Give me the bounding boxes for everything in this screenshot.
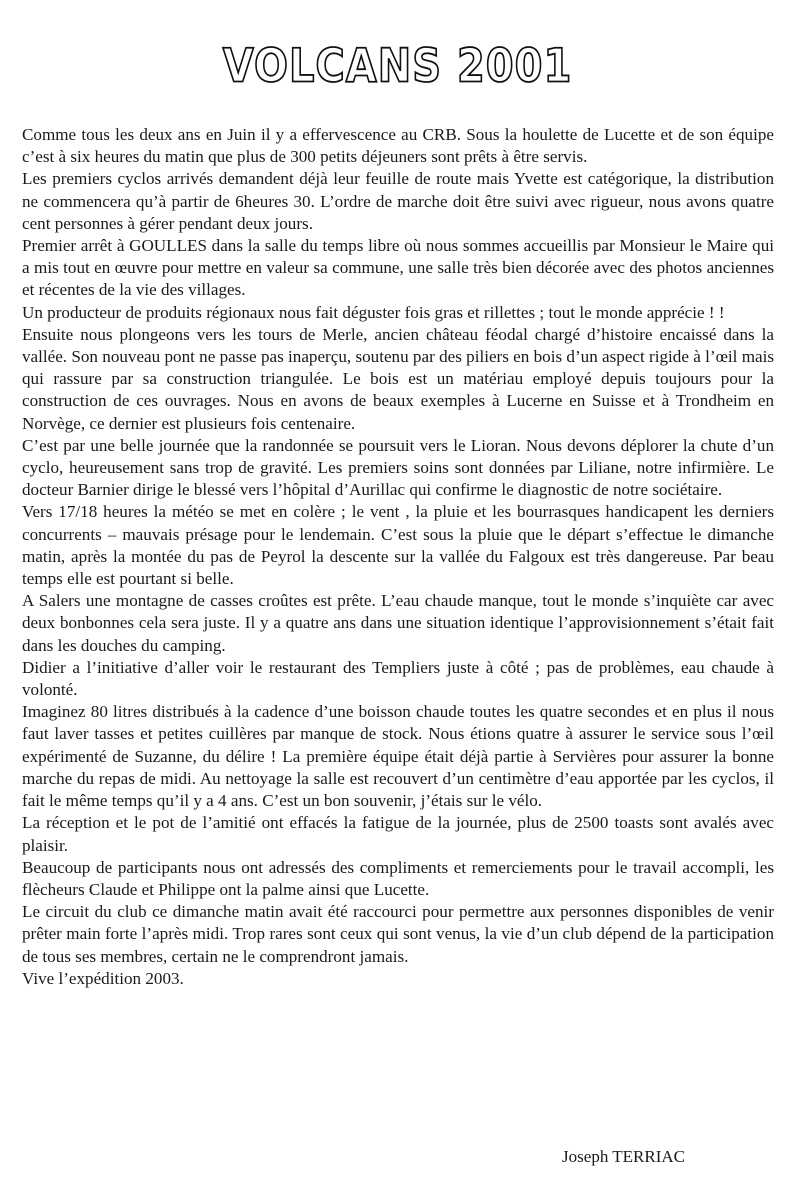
article-body bbox=[22, 124, 774, 990]
paragraph: Un producteur de produits régionaux nous fait déguster fois gras et rillettes ; tout le monde apprécie ! ! bbox=[22, 302, 725, 322]
paragraph: Vive l’expédition 2003. bbox=[22, 968, 184, 988]
paragraph: Imaginez 80 litres distribués à la cadence d’une boisson chaude toutes les quatre secondes et en plus il nous faut laver tasses et petites cuillères par manque de stock. Nous étions quatre à assurer le service sous l’œil expérimenté de Suzanne, du délire ! La première équipe était déjà partie à Servières pour assurer la bonne marche du repas de midi. Au nettoyage la salle est recouvert d’un centimètre d’eau apportée par les cyclos, il fait le même temps qu’il y a 4 ans. C’est un bon souvenir, j’étais sur le vélo. bbox=[22, 702, 774, 811]
paragraph: Ensuite nous plongeons vers les tours de Merle, ancien château féodal chargé d’histoire encaissé dans la vallée. Son nouveau pont ne passe pas inaperçu, soutenu par des piliers en bois d’un aspect rigide à l’œil mais qui rassure par sa construction triangulée. Le bois est un matériau employé depuis toujours pour la construction de ces ouvrages. Nous en avons de beaux exemples à Lucerne en Suisse et à Trondheim en Norvège, ce dernier est plusieurs fois centenaire. bbox=[22, 324, 774, 433]
paragraph: Vers 17/18 heures la météo se met en colère ; le vent , la pluie et les bourrasques handicapent les derniers concurrents – mauvais présage pour le lendemain. C’est sous la pluie que le départ s’effectue le dimanche matin, après la montée du pas de Peyrol la descente sur la vallée du Falgoux est très dangereuse. Par beau temps elle est pourtant si belle. bbox=[22, 502, 774, 589]
paragraph: Le circuit du club ce dimanche matin avait été raccourci pour permettre aux personnes disponibles de venir prêter main forte l’après midi. Trop rares sont ceux qui sont venus, la vie d’un club dépend de la participation de tous ses membres, certain ne le comprendront jamais. bbox=[22, 902, 774, 966]
paragraph: A Salers une montagne de casses croûtes est prête. L’eau chaude manque, tout le monde s’inquiète car avec deux bonbonnes cela sera juste. Il y a quatre ans dans une situation identique l’approvisionnement s’était fait dans les douches du camping. bbox=[22, 591, 774, 655]
paragraph: C’est par une belle journée que la randonnée se poursuit vers le Lioran. Nous devons déplorer la chute d’un cyclo, heureusement sans trop de gravité. Les premiers soins sont données par Liliane, notre infirmière. Le docteur Barnier dirige le blessé vers l’hôpital d’Aurillac qui confirme le diagnostic de notre sociétaire. bbox=[22, 435, 774, 500]
paragraph: Comme tous les deux ans en Juin il y a effervescence au CRB. Sous la houlette de Lucette et de son équipe c’est à six heures du matin que plus de 300 petits déjeuners sont prêts à être servis. bbox=[22, 125, 774, 167]
paragraph: Didier a l’initiative d’aller voir le restaurant des Templiers juste à côté ; pas de problèmes, eau chaude à volonté. bbox=[22, 657, 774, 700]
paragraph: Les premiers cyclos arrivés demandent déjà leur feuille de route mais Yvette est catégorique, la distribution ne commencera qu’à partir de 6heures 30. L’ordre de marche doit être suivi avec rigueur, nous avons quatre cent personnes à gérer pendant deux jours. bbox=[22, 169, 774, 233]
paragraph: Beaucoup de participants nous ont adressés des compliments et remerciements pour le travail accompli, les flècheurs Claude et Philippe ont la palme ainsi que Lucette. bbox=[22, 857, 774, 899]
page-title: VOLCANS 2001 bbox=[222, 40, 573, 93]
paragraph: Premier arrêt à GOULLES dans la salle du temps libre où nous sommes accueillis par Monsieur le Maire qui a mis tout en œuvre pour mettre en valeur sa commune, une salle très bien décorée avec des photos anciennes et récentes de la vie des villages. bbox=[22, 236, 774, 300]
paragraph: La réception et le pot de l’amitié ont effacés la fatigue de la journée, plus de 2500 toasts sont avalés avec plaisir. bbox=[22, 813, 774, 855]
author-signature: Joseph TERRIAC bbox=[562, 1147, 685, 1166]
